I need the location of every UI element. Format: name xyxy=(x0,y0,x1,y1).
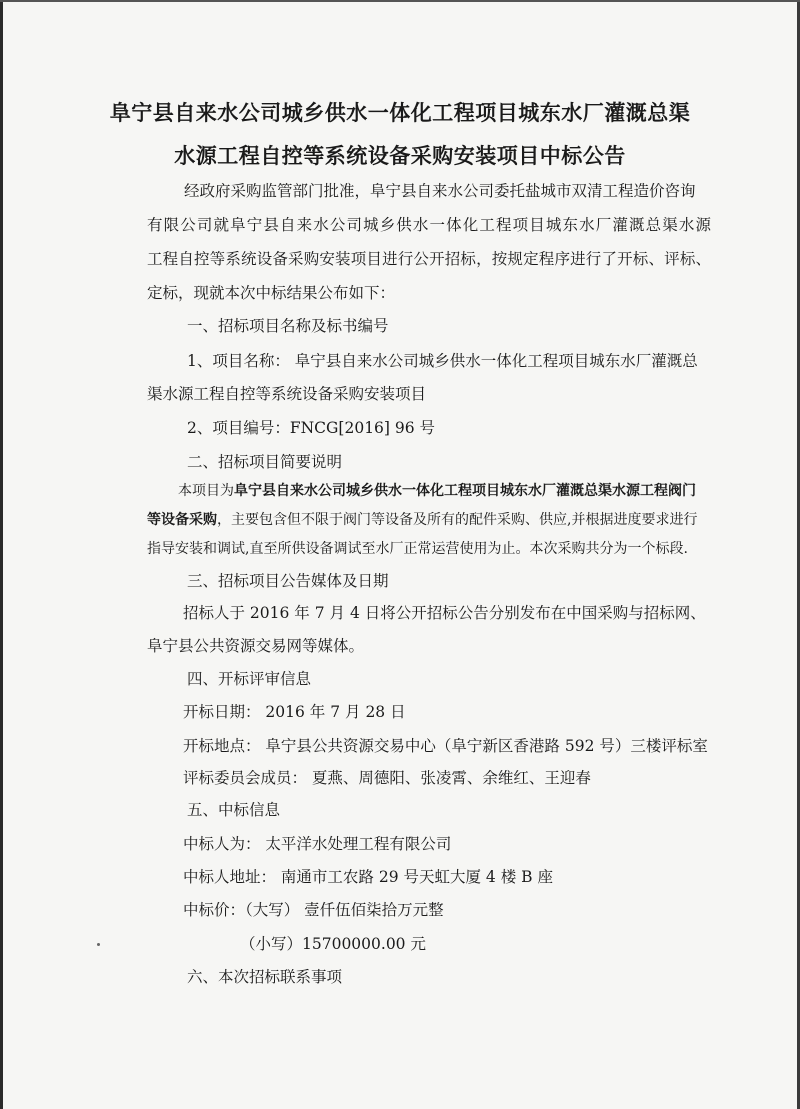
scan-edge-left xyxy=(0,0,3,1109)
section-6-heading: 六、本次招标联系事项 xyxy=(187,968,343,986)
intro-line-4: 定标，现就本次中标结果公布如下： xyxy=(147,284,396,302)
project-number: 2、项目编号：FNCG[2016] 96 号 xyxy=(187,419,436,437)
section-5-heading: 五、中标信息 xyxy=(187,801,281,819)
announcement-line-1: 招标人于 2016 年 7 月 4 日将公开招标公告分别发布在中国采购与招标网、 xyxy=(183,604,706,622)
description-rest: ，主要包含但不限于阀门等设备及所有的配件采购、供应,并根据进度要求进行 xyxy=(217,512,698,528)
section-3-heading: 三、招标项目公告媒体及日期 xyxy=(187,572,389,590)
description-bold-project: 阜宁县自来水公司城乡供水一体化工程项目城东水厂灌溉总渠水源工程阀门 xyxy=(234,483,696,499)
description-prefix: 本项目为 xyxy=(178,483,234,499)
announcement-line-2: 阜宁县公共资源交易网等媒体。 xyxy=(147,637,365,655)
description-line-2 xyxy=(147,513,697,527)
intro-line-3: 工程自控等系统设备采购安装项目进行公开招标，按规定程序进行了开标、评标、 xyxy=(147,250,711,268)
winning-bidder: 中标人为： 太平洋水处理工程有限公司 xyxy=(183,835,452,853)
intro-line-2: 有限公司就阜宁县自来水公司城乡供水一体化工程项目城东水厂灌溉总渠水源 xyxy=(147,216,711,234)
description-line-3: 指导安装和调试,直至所供设备调试至水厂正常运营使用为止。本次采购共分为一个标段. xyxy=(147,541,688,557)
document-title-line-1: 阜宁县自来水公司城乡供水一体化工程项目城东水厂灌溉总渠 xyxy=(109,101,691,125)
project-name-line-1: 1、项目名称： 阜宁县自来水公司城乡供水一体化工程项目城东水厂灌溉总 xyxy=(187,352,698,370)
section-1-heading: 一、招标项目名称及标书编号 xyxy=(187,317,389,335)
description-line-1 xyxy=(178,484,696,498)
evaluation-committee: 评标委员会成员： 夏燕、周德阳、张凌霄、余维红、王迎春 xyxy=(183,769,591,787)
opening-date: 开标日期： 2016 年 7 月 28 日 xyxy=(183,703,406,721)
winner-address: 中标人地址： 南通市工农路 29 号天虹大厦 4 楼 B 座 xyxy=(183,868,553,886)
scan-speck xyxy=(97,943,100,946)
section-4-heading: 四、开标评审信息 xyxy=(187,670,312,688)
document-title-line-2: 水源工程自控等系统设备采购安装项目中标公告 xyxy=(174,144,626,168)
section-2-heading: 二、招标项目简要说明 xyxy=(187,453,343,471)
opening-place: 开标地点： 阜宁县公共资源交易中心（阜宁新区香港路 592 号）三楼评标室 xyxy=(183,737,708,755)
description-bold-scope: 等设备采购 xyxy=(147,512,217,528)
scan-edge-top xyxy=(0,0,800,2)
intro-line-1: 经政府采购监管部门批准，阜宁县自来水公司委托盐城市双清工程造价咨询 xyxy=(184,182,696,200)
project-name-line-2: 渠水源工程自控等系统设备采购安装项目 xyxy=(147,385,427,403)
price-in-figures: （小写）15700000.00 元 xyxy=(240,935,426,953)
price-in-words: 中标价：（大写） 壹仟伍佰柒拾万元整 xyxy=(183,901,444,919)
